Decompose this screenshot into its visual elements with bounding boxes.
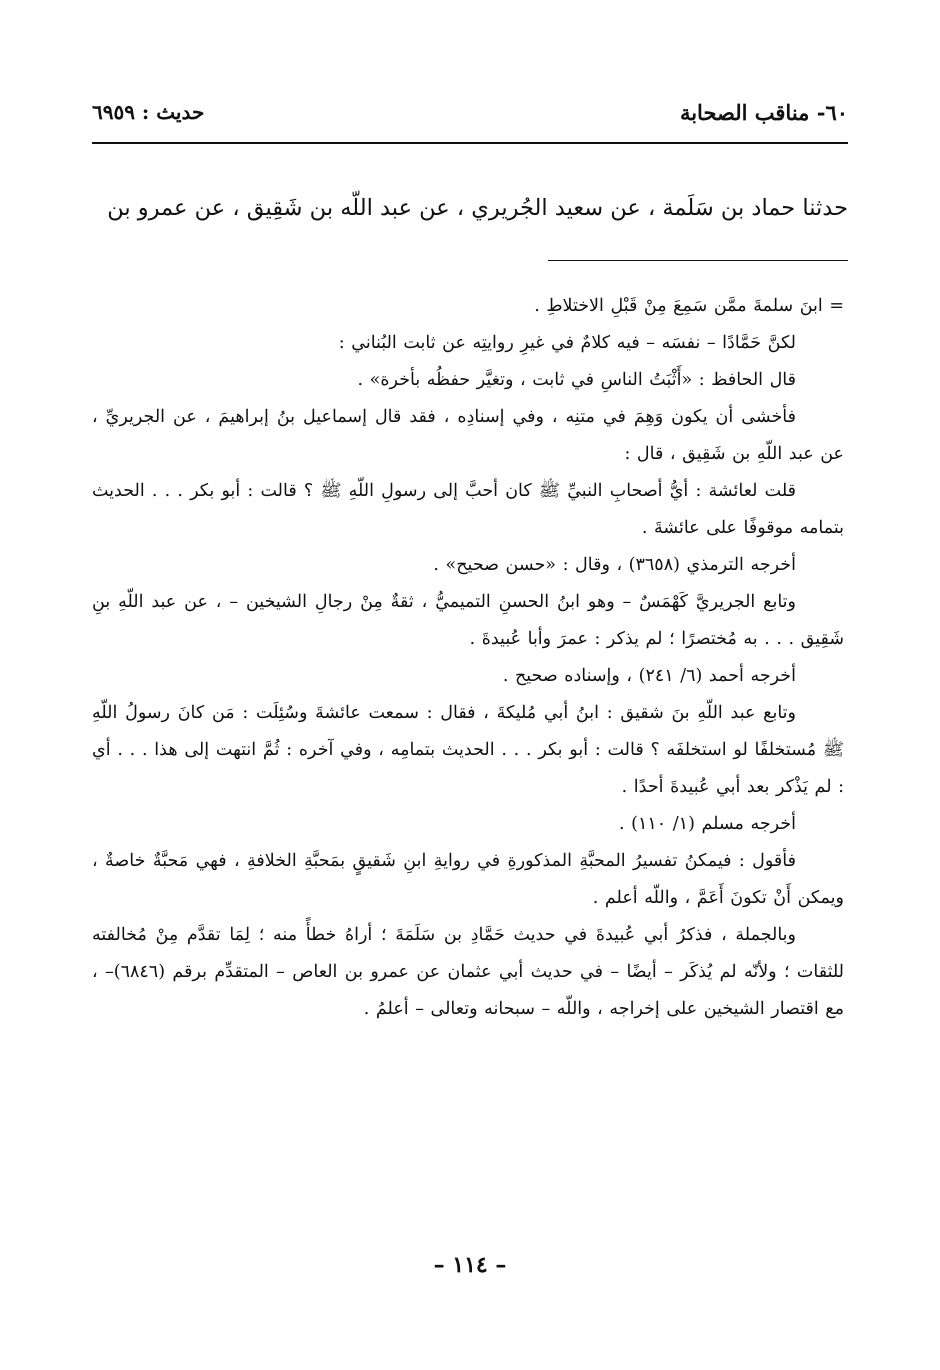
footnote-divider — [548, 260, 848, 261]
footnotes — [92, 288, 844, 1028]
footnote-paragraph: قلت لعائشة : أيُّ أصحابِ النبيِّ ﷺ كان أحبَّ إلى رسولِ اللّهِ ﷺ ؟ قالت : أبو بكر . . . الحديث بتمامه موقوفًا على عائشةَ . — [92, 481, 844, 538]
page-header — [92, 100, 848, 140]
footnote-paragraph: فأقول : فيمكنُ تفسيرُ المحبَّةِ المذكورةِ في روايةِ ابنِ شَقيقٍ بمَحبَّةِ الخلافةِ ، فهي مَحبَّةٌ خاصةٌ ، ويمكن أَنْ تكونَ أَعَمَّ ، واللّه أعلم . — [92, 851, 844, 908]
footnote-paragraph: أخرجه الترمذي (٣٦٥٨) ، وقال : «حسن صحيح» . — [433, 555, 796, 575]
footnote-paragraph: وبالجملة ، فذكرُ أبي عُبيدةَ في حديث حَمَّادِ بن سَلَمَةَ ؛ أراهُ خطأً منه ؛ لِمَا تقدَّم مِنْ مُخالفته للثقات ؛ ولأنّه لم يُذكَر – أيضًا – في حديث أبي عثمان عن عمرو بن العاص – المتقدِّم برقم (٦٨٤٦)– ، مع اقتصار الشيخين على إخراجه ، واللّه – سبحانه وتعالى – أعلمُ . — [92, 925, 844, 1019]
page-number: – ١١٤ – — [433, 1252, 507, 1278]
chapter-title: ٦٠- مناقب الصحابة — [679, 100, 848, 125]
footnote-paragraph: أخرجه أحمد (٦/ ٢٤١) ، وإسناده صحيح . — [502, 666, 796, 686]
footnote-paragraph: أخرجه مسلم (١/ ١١٠) . — [619, 814, 796, 834]
header-divider — [92, 142, 848, 144]
footnote-paragraph: قال الحافظ : «أَثْبَتُ الناسِ في ثابت ، وتغيَّر حفظُه بأخرة» . — [357, 370, 796, 390]
hadith-number: حديث : ٦٩٥٩ — [92, 100, 205, 124]
footnote-paragraph: فأخشى أن يكون وَهِمَ في متنِه ، وفي إسنادِه ، فقد قال إسماعيل بنُ إبراهيمَ ، عن الجريريِّ ، عن عبد اللّهِ بن شَقِيق ، قال : — [92, 407, 844, 464]
footnote-paragraph: وتابع عبد اللّهِ بنَ شقيق : ابنُ أبي مُليكةَ ، فقال : سمعت عائشةَ وسُئِلَت : مَن كانَ رسولُ اللّهِ ﷺ مُستخلفًا لو استخلفَه ؟ قالت : أبو بكر . . . الحديث بتمامِه ، وفي آخره : ثُمَّ انتهت إلى هذا . . . أي : لم يَذْكر بعد أبي عُبيدةَ أحدًا . — [92, 703, 844, 797]
footnote-paragraph: لكنَّ حَمَّادًا – نفسَه – فيه كلامٌ في غيرِ روايتِه عن ثابت البُناني : — [338, 333, 796, 353]
footnote-paragraph: وتابع الجريريَّ كَهْمَسٌ – وهو ابنُ الحسنِ التميميُّ ، ثقةٌ مِنْ رجالِ الشيخين – ، عن عبد اللّهِ بنِ شَقِيق . . . به مُختصرًا ؛ لم يذكر : عمرَ وأبا عُبيدةَ . — [92, 592, 844, 649]
hadith-text: حدثنا حماد بن سَلَمة ، عن سعيد الجُريري ، عن عبد اللّه بن شَقِيق ، عن عمرو بن — [107, 195, 848, 221]
footnote-paragraph: = ابنَ سلمةَ ممَّن سَمِعَ مِنْ قَبْلِ الاختلاطِ . — [534, 296, 844, 316]
